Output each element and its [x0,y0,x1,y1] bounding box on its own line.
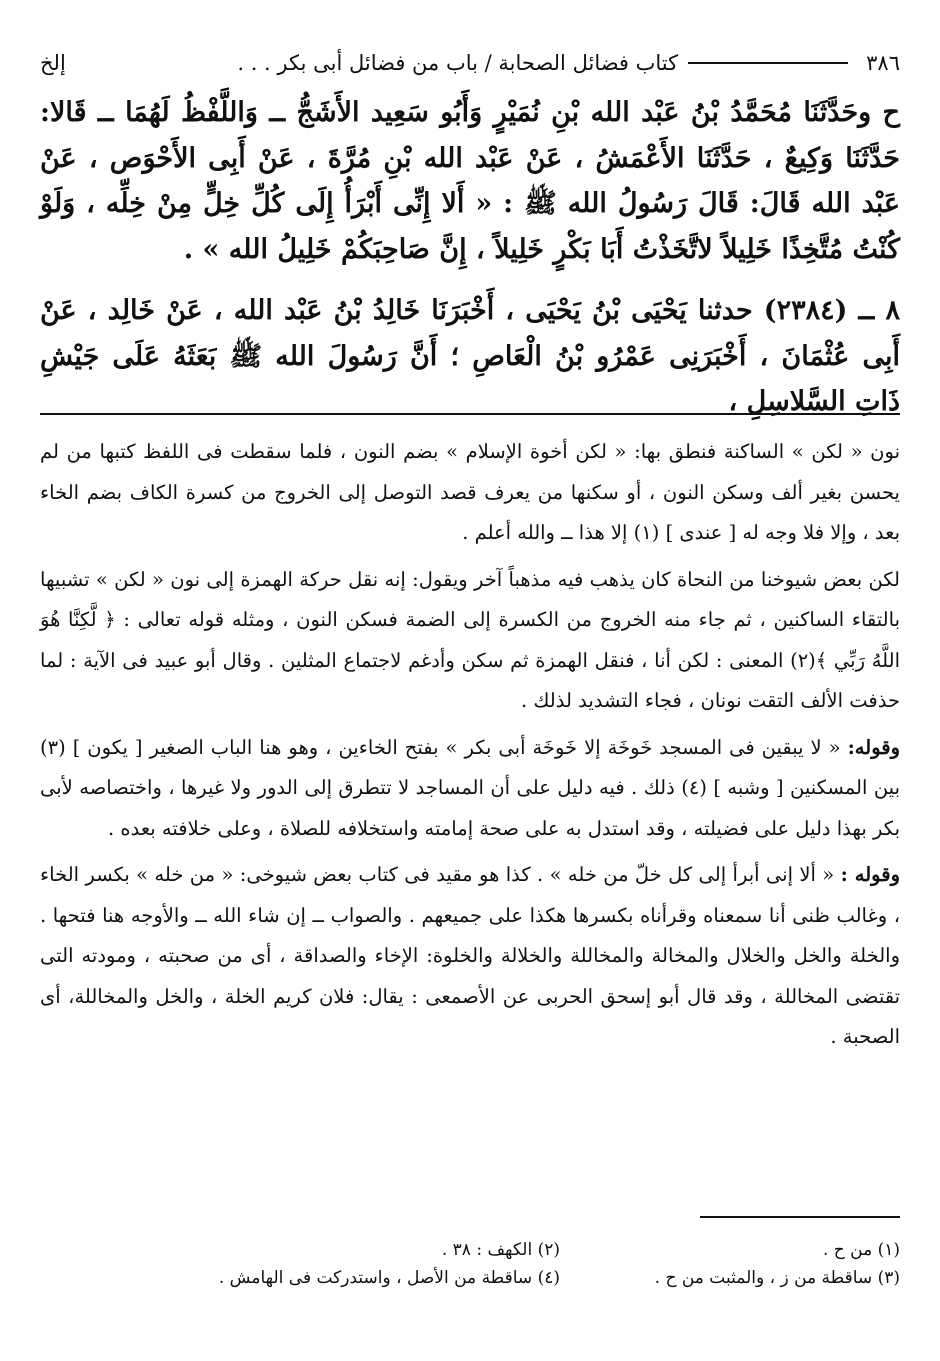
commentary-paragraph: لكن بعض شيوخنا من النحاة كان يذهب فيه مذهباً آخر ويقول: إنه نقل حركة الهمزة إلى نون « لكن » تشبيها بالتقاء الساكنين ، ثم جاء منه الخروج من الكسرة إلى الضمة فسكن النون ، ومثله قوله تعالى : ﴿ لَّكِنَّا هُوَ اللَّهُ رَبِّي ﴾(٢) المعنى : لكن أنا ، فنقل الهمزة ثم سكن وأدغم لاجتماع المثلين . وقال أبو عبيد فى الآية : لما حذفت الألف التقت نونان ، فجاء التشديد لذلك . [40,567,900,712]
footnotes [40,1236,900,1292]
hadith-paragraph: ح وحَدَّثَنَا مُحَمَّدُ بْنُ عَبْد الله بْنِ نُمَيْرٍ وَأَبُو سَعِيد الأَشَجُّ ــ وَاللَّفْظُ لَهُمَا ــ قَالا: حَدَّثَنَا وَكِيعٌ ، حَدَّثَنَا الأَعْمَشُ ، عَنْ عَبْد الله بْنِ مُرَّةَ ، عَنْ أَبِى الأَحْوَص ، عَنْ عَبْد الله قَالَ: قَالَ رَسُولُ الله ﷺ : « أَلا إِنِّى أَبْرَأُ إِلَى كُلِّ خِلٍّ مِنْ خِلِّه ، وَلَوْ كُنْتُ مُتَّخِذًا خَلِيلاً لاتَّخَذْتُ أَبَا بَكْرٍ خَلِيلاً ، إِنَّ صَاحِبَكُمْ خَلِيلُ الله » . [40,97,900,265]
page-number: ٣٨٦ [866,51,900,75]
commentary-paragraph [40,855,900,1058]
commentary-lead: وقوله : [840,863,900,886]
section-divider [40,413,900,415]
running-title-etc: إلخ [40,51,66,75]
running-header [40,46,900,80]
commentary-paragraph: نون « لكن » الساكنة فنطق بها: « لكن أخوة الإسلام » بضم النون ، فلما سقطت فى اللفظ كتبها من لم يحسن بغير ألف وسكن النون ، أو سكنها من يعرف قصد التوصل إلى الخروج من كسرة الكاف بضم الخاء بعد ، وإلا فلا وجه له [ عندى ] (١) إلا هذا ــ والله أعلم . [40,440,900,544]
hadith-paragraph: ٨ ــ (٢٣٨٤) حدثنا يَحْيَى بْنُ يَحْيَى ، أَخْبَرَنَا خَالِدُ بْنُ عَبْد الله ، عَنْ خَالِد ، عَنْ أَبِى عُثْمَانَ ، أَخْبَرَنِى عَمْرُو بْنُ الْعَاصِ ؛ أَنَّ رَسُولَ الله ﷺ بَعَثَهُ عَلَى جَيْشِ ذَاتِ السَّلاسِلِ ، [40,295,900,417]
footnote: (٤) ساقطة من الأصل ، واستدركت فى الهامش . [218,1268,560,1288]
commentary-text: « لا يبقين فى المسجد خَوخَة إلا خَوخَة أبى بكر » بفتح الخاءين ، وهو هنا الباب الصغير [ يكون ] (٣) بين المسكنين [ وشبه ] (٤) ذلك . فيه دليل على أن المساجد لا تتطرق إلى الدور ولا غيرها ، واختصاصه لأبى بكر بهذا دليل على فضيلته ، وقد استدل به على صحة إمامته واستخلافه للصلاة ، وعلى خلافته بعده . [40,735,900,840]
commentary-lead: وقوله: [847,735,901,759]
commentary [40,432,900,1058]
running-title: كتاب فضائل الصحابة / باب من فضائل أبى بكر . . . [237,51,679,75]
footnote: (١) من ح . [822,1240,900,1260]
header-rule [688,62,848,64]
commentary-paragraph [40,728,900,850]
hadith-text [40,90,900,425]
commentary-text: « ألا إنى أبرأ إلى كل خلّ من خله » . كذا هو مقيد فى كتاب بعض شيوخى: « من خله » بكسر الخاء ، وغالب ظنى أنا سمعناه وقرأناه بكسرها هكذا على جميعهم . والصواب ــ إن شاء الله ــ والأوجه هنا فتحها . والخلة والخل والخلال والمخالة والمخاللة والخلالة والخلوة: الإخاء والصداقة ، أى من صحبته ، ومودته التى تقتضى المخاللة ، وقد قال أبو إسحق الحربى عن الأصمعى : يقال: فلان كريم الخلة ، والخل والمخاللة، أى الصحبة . [40,863,900,1048]
footnote-row [40,1236,900,1264]
footnote: (٢) الكهف : ٣٨ . [441,1240,560,1260]
footnote-row [40,1264,900,1292]
footnote-divider [700,1216,900,1218]
footnote: (٣) ساقطة من ز ، والمثبت من ح . [654,1268,900,1288]
